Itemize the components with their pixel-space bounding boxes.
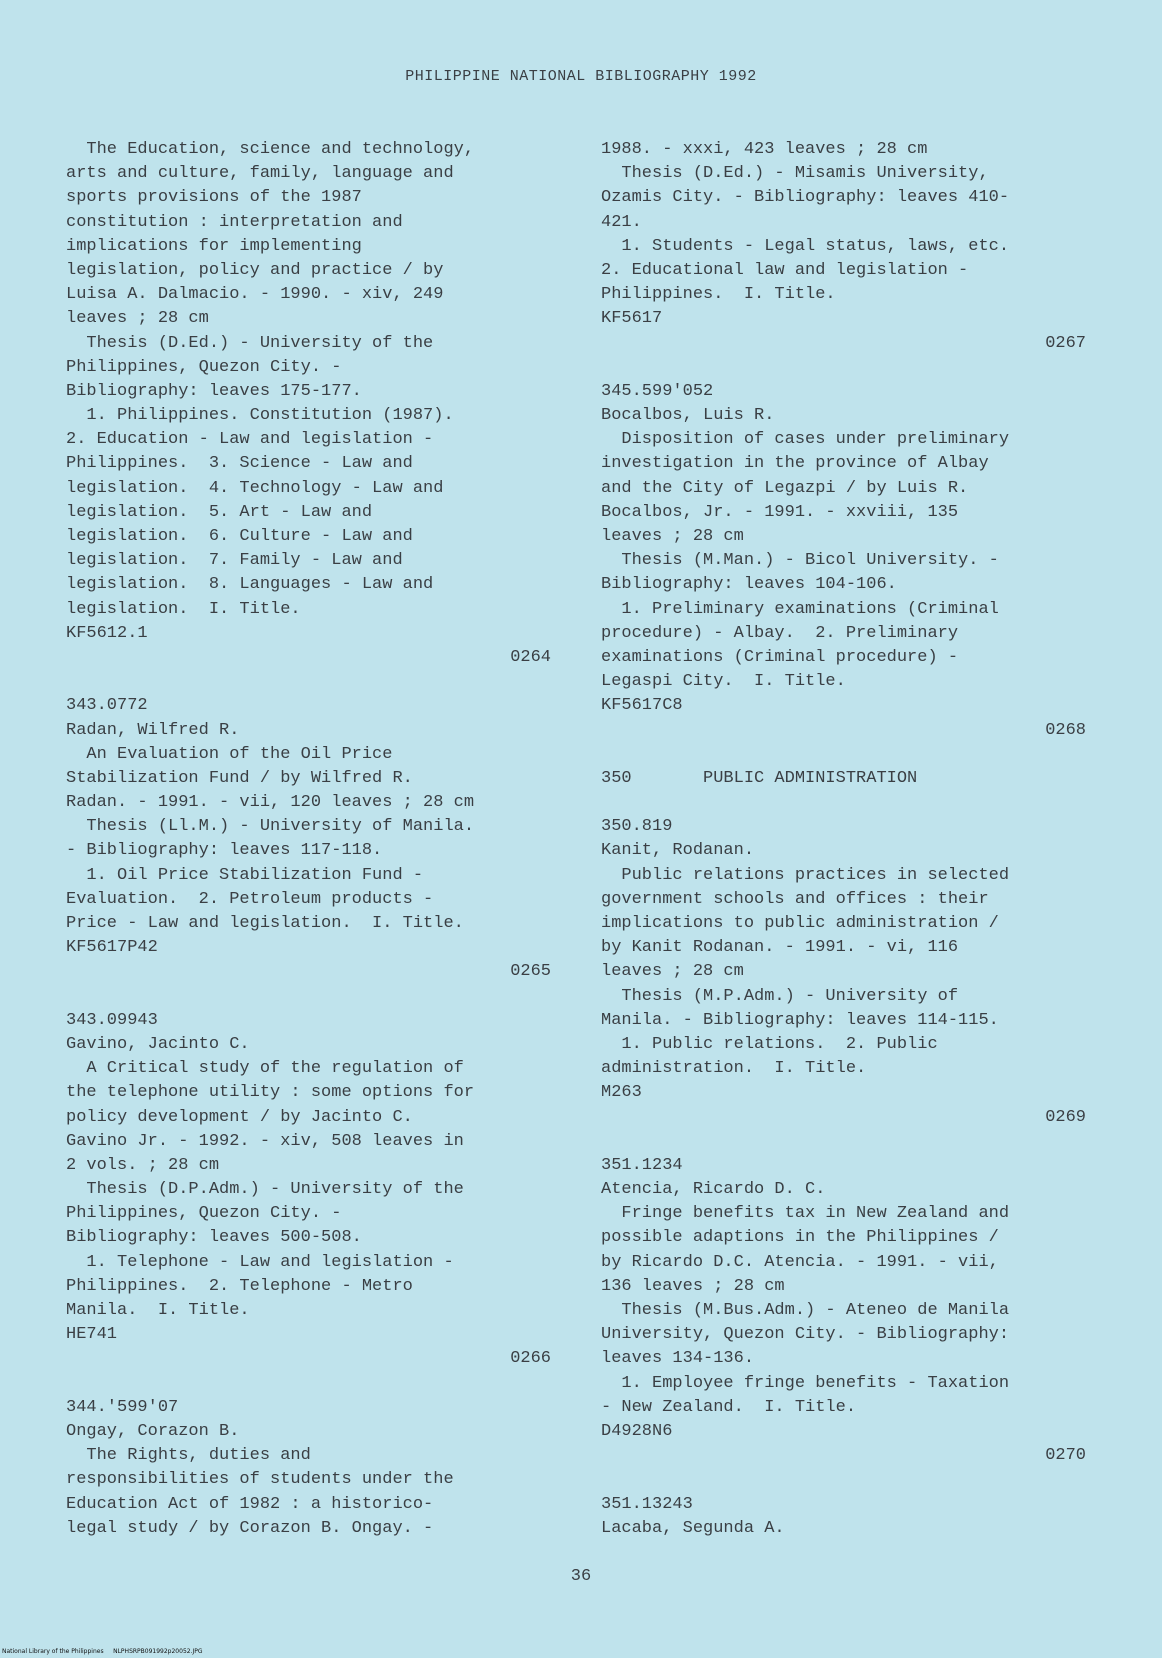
text-line: 345.599'052 bbox=[601, 381, 714, 401]
entry-number: 0268 bbox=[1045, 720, 1086, 740]
text-line: Philippines. 2. Telephone - Metro bbox=[66, 1276, 413, 1296]
entry-number: 0265 bbox=[510, 962, 551, 982]
text-line: M263 bbox=[601, 1083, 642, 1103]
scan-footer: National Library of the Philippines NLPHSRPB091992p20052.JPG bbox=[2, 1648, 203, 1655]
text-line: 350 PUBLIC ADMINISTRATION bbox=[601, 768, 918, 788]
text-line: 2. Education - Law and legislation - bbox=[66, 430, 434, 450]
text-line: 1. Oil Price Stabilization Fund - bbox=[66, 865, 424, 885]
line-spacer bbox=[601, 1468, 1086, 1492]
entry-number: 0270 bbox=[1045, 1446, 1086, 1466]
text-line: leaves ; 28 cm bbox=[601, 527, 744, 546]
text-line: 343.0772 bbox=[66, 696, 148, 716]
line-spacer bbox=[601, 356, 1086, 380]
text-line: 1. Preliminary examinations (Criminal bbox=[601, 599, 999, 619]
text-line: Thesis (Ll.M.) - University of Manila. bbox=[66, 817, 475, 837]
text-line: KF5617 bbox=[601, 309, 663, 329]
text-line: 421. bbox=[601, 212, 642, 232]
text-line: investigation in the province of Albay bbox=[601, 454, 989, 474]
text-line: Bocalbos, Luis R. bbox=[601, 406, 775, 426]
text-line: Thesis (D.Ed.) - University of the bbox=[66, 333, 434, 353]
text-line: KF5612.1 bbox=[66, 623, 148, 643]
text-line: Gavino, Jacinto C. bbox=[66, 1034, 250, 1054]
text-line: 1. Students - Legal status, laws, etc. bbox=[601, 236, 1010, 256]
text-line: A Critical study of the regulation of bbox=[66, 1059, 464, 1079]
page-number: 36 bbox=[570, 1567, 592, 1586]
text-line: Thesis (D.P.Adm.) - University of the bbox=[66, 1180, 464, 1200]
text-line: by Kanit Rodanan. - 1991. - vi, 116 bbox=[601, 938, 959, 958]
text-line: constitution : interpretation and bbox=[66, 212, 403, 232]
text-line: 1. Philippines. Constitution (1987). bbox=[66, 406, 454, 426]
text-line: The Education, science and technology, bbox=[66, 140, 475, 159]
line-spacer bbox=[601, 743, 1086, 767]
text-line: Fringe benefits tax in New Zealand and bbox=[601, 1204, 1010, 1224]
text-line: Radan. - 1991. - vii, 120 leaves ; 28 cm bbox=[66, 793, 475, 813]
text-line: 350.819 bbox=[601, 817, 673, 837]
text-line: procedure) - Albay. 2. Preliminary bbox=[601, 623, 959, 643]
text-line: implications to public administration / bbox=[601, 914, 999, 933]
text-line: Bibliography: leaves 175-177. bbox=[66, 381, 362, 401]
line-spacer bbox=[66, 985, 551, 1009]
line-spacer bbox=[66, 1372, 551, 1396]
text-line: Manila. I. Title. bbox=[66, 1301, 250, 1320]
text-line: 1988. - xxxi, 423 leaves ; 28 cm bbox=[601, 140, 928, 159]
text-line: responsibilities of students under the bbox=[66, 1470, 454, 1490]
text-line: government schools and offices : their bbox=[601, 889, 989, 909]
text-line: Bocalbos, Jr. - 1991. - xxviii, 135 bbox=[601, 502, 959, 522]
page-header: PHILIPPINE NATIONAL BIBLIOGRAPHY 1992 bbox=[405, 68, 757, 85]
text-line: legislation. 4. Technology - Law and bbox=[66, 478, 444, 498]
text-line: The Rights, duties and bbox=[66, 1446, 311, 1466]
entry-number: 0266 bbox=[510, 1349, 551, 1369]
text-line: legislation. 8. Languages - Law and bbox=[66, 575, 434, 595]
text-line: Manila. - Bibliography: leaves 114-115. bbox=[601, 1010, 999, 1030]
text-line: arts and culture, family, language and bbox=[66, 164, 454, 184]
text-line: legislation. 7. Family - Law and bbox=[66, 551, 403, 571]
text-line: by Ricardo D.C. Atencia. - 1991. - vii, bbox=[601, 1252, 999, 1272]
text-line: Education Act of 1982 : a historico- bbox=[66, 1494, 434, 1514]
text-line: policy development / by Jacinto C. bbox=[66, 1107, 413, 1127]
text-line: legal study / by Corazon B. Ongay. - bbox=[66, 1518, 434, 1538]
text-line: Price - Law and legislation. I. Title. bbox=[66, 914, 464, 933]
text-line: D4928N6 bbox=[601, 1421, 673, 1441]
text-line: implications for implementing bbox=[66, 236, 362, 256]
left-column bbox=[66, 138, 551, 1541]
text-line: legislation. 6. Culture - Law and bbox=[66, 527, 413, 546]
text-line: Lacaba, Segunda A. bbox=[601, 1518, 785, 1538]
text-line: administration. I. Title. bbox=[601, 1059, 867, 1079]
text-line: and the City of Legazpi / by Luis R. bbox=[601, 478, 969, 498]
text-line: possible adaptions in the Philippines / bbox=[601, 1228, 999, 1248]
text-line: 344.'599'07 bbox=[66, 1397, 179, 1417]
text-line: Bibliography: leaves 500-508. bbox=[66, 1228, 362, 1248]
text-line: Evaluation. 2. Petroleum products - bbox=[66, 889, 434, 909]
text-line: 351.1234 bbox=[601, 1155, 683, 1175]
text-line: Philippines, Quezon City. - bbox=[66, 1204, 342, 1224]
text-line: Stabilization Fund / by Wilfred R. bbox=[66, 768, 413, 788]
entry-number: 0267 bbox=[1045, 333, 1086, 353]
text-line: An Evaluation of the Oil Price bbox=[66, 744, 393, 764]
text-line: Thesis (M.Man.) - Bicol University. - bbox=[601, 551, 999, 571]
text-line: 2 vols. ; 28 cm bbox=[66, 1155, 220, 1175]
text-line: Public relations practices in selected bbox=[601, 865, 1010, 885]
text-line: Kanit, Rodanan. bbox=[601, 841, 755, 861]
text-line: legislation. 5. Art - Law and bbox=[66, 502, 373, 522]
text-line: leaves ; 28 cm bbox=[601, 962, 744, 982]
text-line: 1. Telephone - Law and legislation - bbox=[66, 1252, 454, 1272]
text-line: 2. Educational law and legislation - bbox=[601, 260, 969, 280]
text-line: University, Quezon City. - Bibliography: bbox=[601, 1325, 1010, 1345]
text-line: sports provisions of the 1987 bbox=[66, 188, 362, 208]
text-line: Disposition of cases under preliminary bbox=[601, 430, 1010, 450]
line-spacer bbox=[66, 670, 551, 694]
line-spacer bbox=[601, 791, 1086, 815]
text-line: 343.09943 bbox=[66, 1010, 158, 1030]
right-column bbox=[601, 138, 1086, 1541]
text-line: Legaspi City. I. Title. bbox=[601, 672, 846, 692]
text-line: KF5617P42 bbox=[66, 938, 158, 958]
text-line: 136 leaves ; 28 cm bbox=[601, 1276, 785, 1296]
entry-number: 0264 bbox=[510, 647, 551, 667]
text-line: leaves ; 28 cm bbox=[66, 309, 209, 329]
text-line: Bibliography: leaves 104-106. bbox=[601, 575, 897, 595]
text-line: legislation. I. Title. bbox=[66, 599, 301, 619]
text-line: Philippines. 3. Science - Law and bbox=[66, 454, 413, 474]
text-line: HE741 bbox=[66, 1325, 118, 1345]
text-line: legislation, policy and practice / by bbox=[66, 260, 444, 280]
line-spacer bbox=[601, 1130, 1086, 1154]
text-line: - New Zealand. I. Title. bbox=[601, 1397, 857, 1417]
text-line: examinations (Criminal procedure) - bbox=[601, 647, 959, 667]
text-line: Luisa A. Dalmacio. - 1990. - xiv, 249 bbox=[66, 285, 444, 305]
entry-number: 0269 bbox=[1045, 1107, 1086, 1127]
text-line: Gavino Jr. - 1992. - xiv, 508 leaves in bbox=[66, 1131, 464, 1151]
text-line: the telephone utility : some options for bbox=[66, 1083, 475, 1103]
text-line: Philippines. I. Title. bbox=[601, 285, 836, 305]
text-line: Ongay, Corazon B. bbox=[66, 1421, 240, 1441]
text-line: Ozamis City. - Bibliography: leaves 410- bbox=[601, 188, 1010, 208]
text-line: Thesis (M.P.Adm.) - University of bbox=[601, 986, 959, 1006]
text-line: Radan, Wilfred R. bbox=[66, 720, 240, 740]
text-line: 351.13243 bbox=[601, 1494, 693, 1514]
text-line: Philippines, Quezon City. - bbox=[66, 357, 342, 377]
text-line: 1. Employee fringe benefits - Taxation bbox=[601, 1373, 1010, 1393]
text-line: - Bibliography: leaves 117-118. bbox=[66, 841, 383, 861]
text-line: Thesis (M.Bus.Adm.) - Ateneo de Manila bbox=[601, 1301, 1010, 1320]
text-line: 1. Public relations. 2. Public bbox=[601, 1034, 938, 1054]
text-line: Thesis (D.Ed.) - Misamis University, bbox=[601, 164, 989, 184]
text-line: Atencia, Ricardo D. C. bbox=[601, 1180, 826, 1200]
text-line: leaves 134-136. bbox=[601, 1349, 755, 1369]
text-line: KF5617C8 bbox=[601, 696, 683, 716]
